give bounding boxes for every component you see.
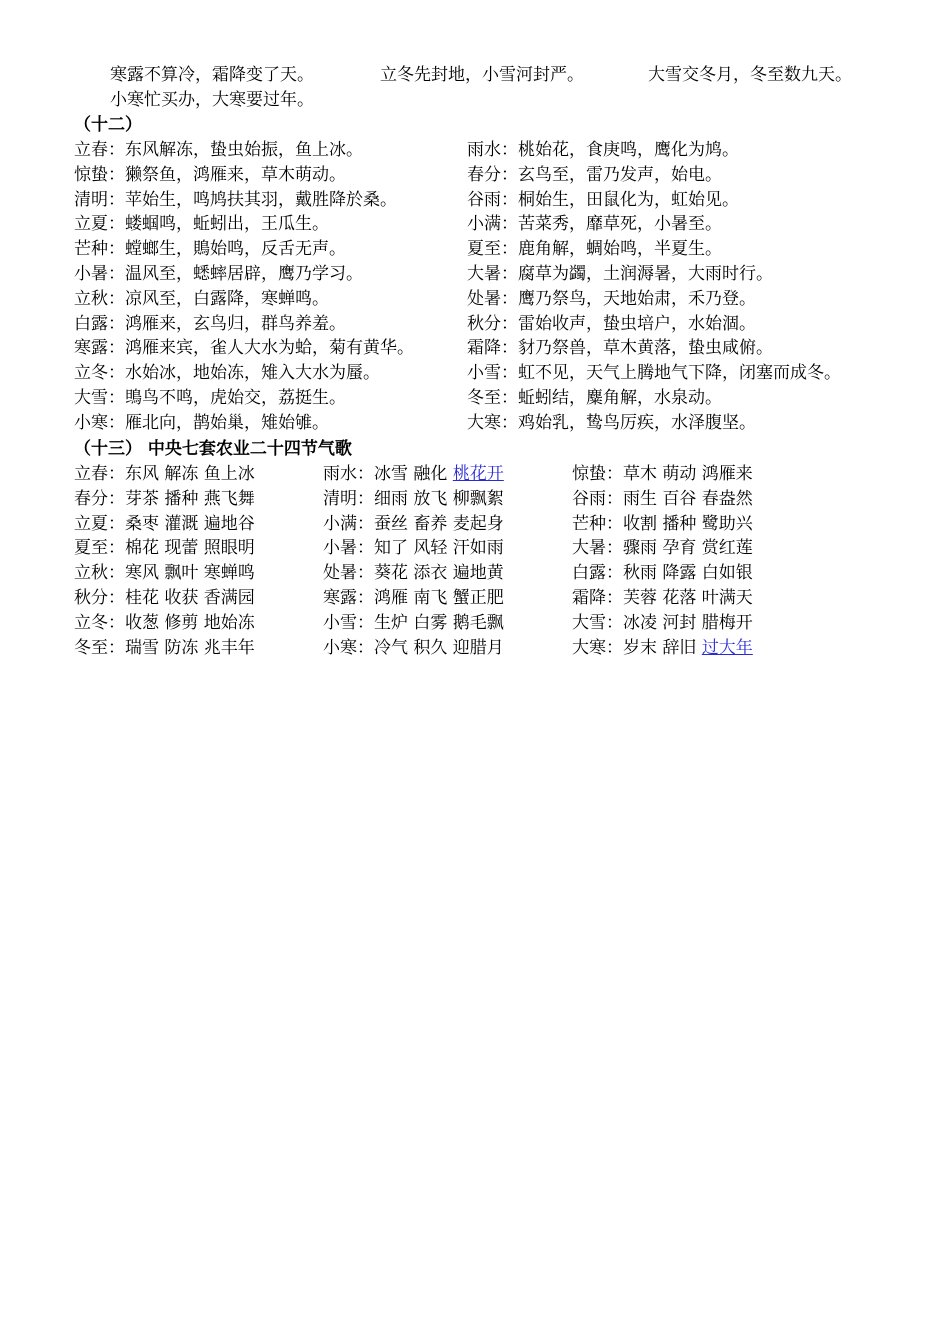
solar-term-entry xyxy=(467,238,722,260)
solar-term-row xyxy=(74,337,934,359)
song-entry xyxy=(74,537,255,559)
solar-term-entry xyxy=(467,412,756,434)
song-entry xyxy=(74,587,255,609)
song-entry xyxy=(572,463,753,485)
solar-term-description: 豺乃祭兽，草木黄落，蛰虫咸俯。 xyxy=(518,338,773,359)
song-row xyxy=(74,612,934,634)
solar-term-name: 小寒： xyxy=(74,412,125,433)
solar-term-description: 水始冰，地始冻，雉入大水为蜃。 xyxy=(125,363,380,384)
song-entry xyxy=(572,587,753,609)
song-row xyxy=(74,637,934,659)
song-entry xyxy=(323,562,504,584)
song-entry xyxy=(572,612,753,634)
solar-term-name: 芒种： xyxy=(74,239,125,260)
solar-term-entry xyxy=(467,288,756,310)
solar-term-description: 雷始收声，蛰虫培户，水始涸。 xyxy=(518,313,756,334)
solar-term-name: 立夏： xyxy=(74,513,125,534)
solar-term-entry xyxy=(467,189,739,211)
song-entry xyxy=(323,537,504,559)
solar-term-entry xyxy=(74,238,346,260)
solar-term-name: 小寒： xyxy=(323,637,374,658)
song-entry xyxy=(74,488,255,510)
solar-term-row xyxy=(74,288,934,310)
song-entry xyxy=(572,488,753,510)
song-lyric: 葵花 添衣 遍地黄 xyxy=(374,563,504,584)
song-lyric: 蚕丝 畜养 麦起身 xyxy=(374,513,504,534)
song-lyric: 寒风 飘叶 寒蝉鸣 xyxy=(125,563,255,584)
song-entry xyxy=(323,612,504,634)
solar-term-entry xyxy=(74,387,346,409)
song-lyric: 冷气 积久 迎腊月 xyxy=(374,637,504,658)
song-entry xyxy=(74,612,255,634)
song-entry xyxy=(323,463,504,485)
solar-term-name: 夏至： xyxy=(74,538,125,559)
solar-term-row xyxy=(74,189,934,211)
solar-term-description: 东风解冻，蛰虫始振，鱼上冰。 xyxy=(125,140,363,160)
solar-term-entry xyxy=(74,139,363,161)
solar-term-description: 鸿雁来宾，雀人大水为蛤，菊有黄华。 xyxy=(125,338,414,359)
solar-term-name: 小暑： xyxy=(74,264,125,284)
solar-term-entry xyxy=(74,337,414,359)
solar-term-entry xyxy=(467,263,773,285)
solar-term-name: 大雪： xyxy=(572,612,623,633)
song-lyric: 冰凌 河封 腊梅开 xyxy=(623,612,753,633)
solar-term-description: 鸿雁来，玄鸟归，群鸟养羞。 xyxy=(125,313,346,334)
solar-term-row xyxy=(74,238,934,260)
solar-term-entry xyxy=(467,337,773,359)
solar-term-name: 惊蛰： xyxy=(572,464,623,484)
song-lyric: 收葱 修剪 地始冻 xyxy=(125,612,255,633)
solar-term-name: 秋分： xyxy=(74,588,125,608)
verse-line-1b: 立冬先封地，小雪河封严。 xyxy=(380,65,584,85)
solar-term-name: 大寒： xyxy=(467,412,518,433)
solar-term-description: 腐草为蠲，土润溽暑，大雨时行。 xyxy=(518,264,773,284)
solar-term-description: 桃始花，食庚鸣，鹰化为鸠。 xyxy=(518,140,739,160)
song-lyric: 秋雨 降露 白如银 xyxy=(623,563,753,584)
song-lyric: 收割 播种 鹭助兴 xyxy=(623,513,753,534)
verse-line-1c: 大雪交冬月，冬至数九天。 xyxy=(648,65,852,85)
song-entry xyxy=(323,513,504,535)
solar-term-description: 凉风至，白露降，寒蝉鸣。 xyxy=(125,288,329,309)
solar-term-description: 鸡始乳，鸷鸟厉疾，水泽腹坚。 xyxy=(518,412,756,433)
solar-term-name: 惊蛰： xyxy=(74,164,125,185)
song-row xyxy=(74,587,934,609)
song-lyric: 岁末 辞旧 xyxy=(623,637,702,658)
solar-term-name: 大雪： xyxy=(74,388,125,408)
song-lyric: 雨生 百谷 春盎然 xyxy=(623,488,753,509)
solar-term-row xyxy=(74,263,934,285)
solar-term-description: 雁北向，鹊始巢，雉始雊。 xyxy=(125,412,329,433)
solar-term-name: 雨水： xyxy=(323,464,374,484)
solar-term-entry xyxy=(74,313,346,335)
solar-term-entry xyxy=(74,164,346,186)
solar-term-description: 苦菜秀，靡草死，小暑至。 xyxy=(518,214,722,235)
lyric-link[interactable]: 过大年 xyxy=(701,637,753,658)
solar-term-description: 蚯蚓结，麋角解，水泉动。 xyxy=(518,388,722,408)
solar-term-entry xyxy=(467,387,722,409)
solar-term-entry xyxy=(467,139,739,161)
solar-term-row xyxy=(74,412,934,434)
solar-term-entry xyxy=(74,263,363,285)
solar-term-name: 小雪： xyxy=(323,612,374,633)
song-lyric: 生炉 白雾 鹅毛飘 xyxy=(374,612,504,633)
solar-term-name: 霜降： xyxy=(572,588,623,608)
solar-term-name: 大暑： xyxy=(467,264,518,284)
solar-term-name: 夏至： xyxy=(467,239,518,260)
solar-term-name: 大暑： xyxy=(572,538,623,559)
solar-term-name: 小满： xyxy=(323,513,374,534)
song-lyric: 骤雨 孕育 赏红莲 xyxy=(623,538,753,559)
solar-term-name: 小雪： xyxy=(467,363,518,384)
solar-term-name: 小暑： xyxy=(323,538,374,559)
song-lyric: 瑞雪 防冻 兆丰年 xyxy=(125,637,255,658)
solar-term-name: 春分： xyxy=(467,164,518,185)
solar-term-description: 温风至，蟋蟀居辟，鹰乃学习。 xyxy=(125,264,363,284)
solar-term-name: 小满： xyxy=(467,214,518,235)
solar-term-row xyxy=(74,139,934,161)
solar-term-name: 春分： xyxy=(74,488,125,509)
solar-term-name: 立秋： xyxy=(74,288,125,309)
section-12-heading: （十二） xyxy=(74,115,142,135)
song-lyric: 芙蓉 花落 叶满天 xyxy=(623,588,753,608)
song-lyric: 棉花 现蕾 照眼明 xyxy=(125,538,255,559)
song-entry xyxy=(572,637,753,659)
song-lyric: 冰雪 融化 xyxy=(374,464,453,484)
solar-term-entry xyxy=(467,213,722,235)
solar-term-name: 大寒： xyxy=(572,637,623,658)
song-lyric: 知了 风轻 汗如雨 xyxy=(374,538,504,559)
solar-term-entry xyxy=(74,412,329,434)
song-lyric: 东风 解冻 鱼上冰 xyxy=(125,464,255,484)
solar-term-name: 处暑： xyxy=(323,563,374,584)
solar-term-description: 螳螂生，鵙始鸣，反舌无声。 xyxy=(125,239,346,260)
solar-term-name: 雨水： xyxy=(467,140,518,160)
solar-term-row xyxy=(74,362,934,384)
song-entry xyxy=(323,488,504,510)
song-entry xyxy=(74,513,255,535)
solar-term-name: 寒露： xyxy=(323,588,374,608)
solar-term-description: 鴠鸟不鸣，虎始交，荔挺生。 xyxy=(125,388,346,408)
solar-term-description: 鹰乃祭鸟，天地始肃，禾乃登。 xyxy=(518,288,756,309)
solar-term-name: 立春： xyxy=(74,140,125,160)
solar-term-row xyxy=(74,213,934,235)
solar-term-entry xyxy=(74,288,329,310)
song-lyric: 芽茶 播种 燕飞舞 xyxy=(125,488,255,509)
solar-term-name: 清明： xyxy=(74,189,125,210)
solar-term-name: 秋分： xyxy=(467,313,518,334)
song-entry xyxy=(572,513,753,535)
song-entry xyxy=(74,637,255,659)
solar-term-name: 芒种： xyxy=(572,513,623,534)
solar-term-entry xyxy=(74,189,397,211)
solar-term-name: 谷雨： xyxy=(572,488,623,509)
song-row xyxy=(74,562,934,584)
solar-term-description: 虹不见，天气上腾地气下降，闭塞而成冬。 xyxy=(518,363,841,384)
verse-line-1a: 寒露不算冷，霜降变了天。 xyxy=(110,65,314,85)
solar-term-description: 苹始生，鸣鸠扶其羽，戴胜降於桑。 xyxy=(125,189,397,210)
song-row xyxy=(74,537,934,559)
solar-term-row xyxy=(74,164,934,186)
solar-term-entry xyxy=(467,313,756,335)
solar-term-name: 立冬： xyxy=(74,612,125,633)
solar-term-name: 清明： xyxy=(323,488,374,509)
solar-term-name: 立秋： xyxy=(74,563,125,584)
solar-term-entry xyxy=(467,362,841,384)
song-row xyxy=(74,463,934,485)
song-entry xyxy=(323,637,504,659)
lyric-link[interactable]: 桃花开 xyxy=(452,464,504,484)
song-row xyxy=(74,488,934,510)
song-lyric: 桂花 收获 香满园 xyxy=(125,588,255,608)
song-lyric: 鸿雁 南飞 蟹正肥 xyxy=(374,588,504,608)
solar-term-name: 白露： xyxy=(572,563,623,584)
solar-term-name: 白露： xyxy=(74,313,125,334)
solar-term-name: 霜降： xyxy=(467,338,518,359)
song-entry xyxy=(323,587,504,609)
song-lyric: 细雨 放飞 柳飘絮 xyxy=(374,488,504,509)
song-entry xyxy=(74,463,255,485)
solar-term-name: 立春： xyxy=(74,464,125,484)
song-row xyxy=(74,513,934,535)
solar-term-description: 玄鸟至，雷乃发声，始电。 xyxy=(518,164,722,185)
solar-term-name: 冬至： xyxy=(74,637,125,658)
solar-term-name: 处暑： xyxy=(467,288,518,309)
solar-term-name: 谷雨： xyxy=(467,189,518,210)
verse-line-2: 小寒忙买办，大寒要过年。 xyxy=(110,90,314,110)
solar-term-name: 立冬： xyxy=(74,363,125,384)
solar-term-description: 獭祭鱼，鸿雁来，草木萌动。 xyxy=(125,164,346,185)
solar-term-entry xyxy=(74,213,329,235)
song-entry xyxy=(572,562,753,584)
solar-term-entry xyxy=(74,362,380,384)
song-lyric: 桑枣 灌溉 遍地谷 xyxy=(125,513,255,534)
solar-term-entry xyxy=(467,164,722,186)
solar-term-description: 鹿角解，蜩始鸣，半夏生。 xyxy=(518,239,722,260)
song-entry xyxy=(74,562,255,584)
solar-term-description: 蝼蝈鸣，蚯蚓出，王瓜生。 xyxy=(125,214,329,235)
solar-term-name: 冬至： xyxy=(467,388,518,408)
solar-term-name: 寒露： xyxy=(74,338,125,359)
song-entry xyxy=(572,537,753,559)
solar-term-row xyxy=(74,313,934,335)
solar-term-name: 立夏： xyxy=(74,214,125,235)
solar-term-row xyxy=(74,387,934,409)
solar-term-description: 桐始生，田鼠化为，虹始见。 xyxy=(518,189,739,210)
section-13-heading: （十三） 中央七套农业二十四节气歌 xyxy=(74,439,352,459)
song-lyric: 草木 萌动 鸿雁来 xyxy=(623,464,753,484)
